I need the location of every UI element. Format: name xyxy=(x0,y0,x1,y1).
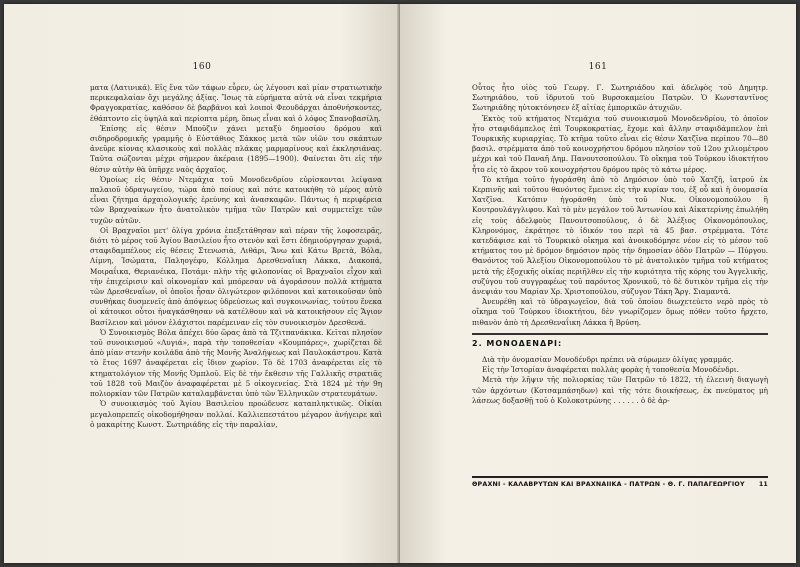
left-page-body xyxy=(90,83,382,430)
paragraph: Τὸ κτῆμα τοῦτο ἠγοράσθη ἀπὸ τὸ Δημόσιον ὑπὸ τοῦ Χατζῆ, ἰατροῦ ἐκ Κερπινῆς καὶ τοῦτου θανόντος ἔμεινε εἰς τὴν κυρίαν του, ἐξ οὗ καὶ ἡ ὀνομασία Χατζῖνα. Κατόπιν ἠγοράσθη ὑπὸ τοῦ Νικ. Οἰκονομοπούλου ἢ Κουτρουλάγγλιφου. Καὶ τὸ μὲν μεγάλον τοῦ Ἀντωνίου καὶ Αἰκατερίνης ἐπωλήθη εἰς τοὺς ἀδελφοὺς Πανουτσοπούλους, ὁ δὲ Ἀλέξιος Οἰκονομόπουλος, Κληρονόμος, ἐκράτησε τὸ ἰδικόν του περὶ τὰ 45 βασ. στρέμματα. Τότε κατεδάφισε καὶ τὸ Τουρκικὸ οἴκημα καὶ ἀνοικοδόμησε νέον εἰς τὸ μέσον τοῦ κτήματος του μὲ δρόμον δημόσιον πρὸς τὴν δημοσίαν ὁδὸν Πατρῶν — Πύργου. Θανόντος τοῦ Ἀλεξίου Οἰκονομοπούλου τὸ μὲ ἀνατολικὸν τμῆμα τοῦ κτήματος μετὰ τῆς ἐξοχικῆς οἰκίας περιῆλθεν εἰς τὴν κυριότητα τῆς κόρης του Ἀγγελικῆς, συζύγου τοῦ συγγραφέως τοῦ παρόντος Χρονικοῦ, τὸ δὲ δυτικὸν τμῆμα εἰς τὴν ἀνεψιάν του Μαρίαν Χρ. Χριστοπούλου, σύζυγον Τάκη Ἄργ. Σιαμαντᾶ. xyxy=(472,174,768,297)
left-page xyxy=(4,4,400,563)
running-footer xyxy=(472,481,768,488)
right-page-body xyxy=(472,83,768,406)
paragraph: Μετὰ τὴν λῆψιν τῆς πολιορκίας τῶν Πατρῶν τὸ 1822, τὴ ἑλεεινὴ διαγωγὴ τῶν ἀρχόντων (Κοτσαμπάσηδων) καὶ τῆς τότε διοικήσεως, ἐκ πνεύματος μὴ λάσεως δοξασθῇ τοῦ ὁ Κολοκοτρώνης . . . . . . ὁ δὲ ἀρ- xyxy=(472,375,768,405)
footer-title: ΘΡΑΧΝΙ - ΚΑΛΑΒΡΥΤΩΝ ΚΑΙ ΒΡΑΧΝΑΙΙΚΑ - ΠΑΤΡΩΝ - Θ. Γ. ΠΑΠΑΓΕΩΡΓΙΟΥ xyxy=(472,481,745,488)
footer-rule xyxy=(472,476,768,478)
paragraph: Οὗτος ἦτο υἱὸς τοῦ Γεωργ. Γ. Σωτηριάδου καὶ ἀδελφὸς τοῦ Δημητρ. Σωτηριάδου, τοῦ ἱδρυτοῦ τοῦ Βυρσοκαμείου Πατρῶν. Ὁ Κωνσταντῖνος Σωτηριάδης ηὐτοκτόνησεν ἐξ αἰτίας ἐμπορικῶν ἀτυχιῶν. xyxy=(472,83,768,113)
section-rule xyxy=(472,333,768,335)
section-title: 2. ΜΟΝΟΔΕΝΔΡΙ: xyxy=(472,338,563,348)
paragraph: Διὰ τὴν ὀνομασίαν Μονοδένδρι πρέπει νὰ σύρωμεν ὀλίγας γραμμάς. xyxy=(482,355,734,365)
paragraph: Ἀνευρέθη καὶ τὸ ὑδραγωγεῖον, διὰ τοῦ ὁποίου διωχετεύετο νερὸ πρὸς τὸ οἴκημα τοῦ Τούρκου ἰδιοκτήτου, δὲν γνωρίζομεν ὅμως πόθεν τοῦτο ἤρχετο, πιθανὸν ἀπὸ τὴ Δρεσθεναΐικη Λάκκα ἢ Βρύση. xyxy=(472,297,768,327)
book-spread xyxy=(4,4,796,563)
paragraph: ματα (Λατινικά). Εἰς ἕνα τῶν τάφων εὗρεν, ὡς λέγουσι καὶ μίαν στρατιωτικὴν περικεφαλαίαν ὄχι μεγάλης ἀξίας. Ἴσως τὰ εὑρήματα αὐτὰ νὰ εἶναι τεκμήρια Φραγγοκρατίας, καθόσον δὲ βαρβάνοι καὶ λοιποὶ Φεουδάρχαι ἀποθνήσκοντες, ἐθάπτοντο εἰς ὑψηλὰ καὶ περίοπτα μέρη, ὅπως εἶναι καὶ ὁ λόφος Σπανοβασίλη. xyxy=(90,83,382,123)
paragraph: Ὁ συνοικισμὸς τοῦ Ἁγίου Βασιλείου προώδευσε καταπληκτικῶς. Οἰκίαι μεγαλοπρεπεῖς οἰκοδομήθησαν πολλαί. Καλλιεπεστάτου μέγαρον ἀνήγειρε καὶ ὁ μακαρίτης Κωνστ. Σωτηριάδης εἰς τὴν παραλίαν, xyxy=(90,399,382,429)
paragraph: Ὁ Συνοικισμὸς Βόλα ἀπέχει δύο ὥρας ἀπὸ τὰ Τζιτπανάκικα. Κεῖται πλησίον τοῦ συνοικισμοῦ «Λυγιά», παρὰ τὴν τοποθεσίαν «Κουμπάρες», χωρίζεται δὲ ἀπὸ μίαν στενὴν κοιλάδα ἀπὸ τῆς Μονῆς Ἀναλήψεως καὶ Παυλοκάστρου. Κατὰ τὸ ἔτος 1697 ἀναφέρεται εἰς ἴδιον χωρίον. Τὸ δὲ 1703 ἀναφέρεται εἰς τὸ κτηματολόγιον τῆς Μονῆς Ὀμπλοῦ. Εἰς δὲ τὴν ἔκθεσιν τῆς Γαλλικῆς στρατιᾶς τοῦ 1828 τοῦ Μαιζὸν ἀναφαφέρεται μὲ 5 οἰκογενείας. Στὰ 1824 μὲ τὴν 9η πολιορκίαν τῶν Πατρῶν καταλαμβάνεται ὑπὸ τῶν Ἑλληνικῶν στρατευμάτων. xyxy=(90,327,382,399)
page-number-right: 161 xyxy=(588,62,608,72)
paragraph: Οἱ Βραχναῖοι μετ' ὀλίγα χρόνια ἐπεξετάθησαν καὶ πέραν τῆς λοφοσειρᾶς, διότι τὸ μέρος τοῦ Ἁγίου Βασιλείου ἦτο στενὸν καὶ ἔστι ἐδημιούργησαν χωριά, σταφιδαμπέλους εἰς θέσεις Στενωσιὰ, Λιθάρι, Ἄνω καὶ Κάτω Βρετὰ, Βόλα, Λίμνη, Ἰσώματα, Παληογέφυ, Κόλλημα Δρεσθεναΐικη Λάκκα, Διακοπά, Μοιραΐικα, Θεριανέικα, Ποτάμι· πλὴν τῆς φιλοπονίας οἱ Βραχναῖοι εἶχον καὶ τὴν ἐπιχείρισιν καὶ οἰκονομίαν καὶ μπόρεσαν νὰ ἀγοράσουν πολλὰ κτήματα τῶν Δρεσθεναΐων, οἱ ὁποῖοι ἦσαν ὀλιγώτερον φιλόπονοι καὶ κατοικοῦσαν ὑπὸ συνθήκας δυσμενεῖς ἀπὸ ἀπόψεως ὑδρεύσεως καὶ συγκοινωνίας, τούτου ἕνεκα οἱ κάτοικοι οὗτοι ἠναγκάσθησαν νὰ κατέλθουν καὶ νὰ κατοικήσουν εἰς Ἅγιον Βασίλειον καὶ μόνον ἐλάχιστοι παρέμειναν εἰς τὸν συνοικισμὸν Δρεσθενά. xyxy=(90,225,382,327)
page-number-left: 160 xyxy=(192,62,212,72)
paragraph: Ἐκτὸς τοῦ κτήματος Ντεμάχια τοῦ συνοικισμοῦ Μονοδενδρίου, τὸ ὁποῖον ἦτο σταφιδάμπελος ἐπὶ Τουρκοκρατίας, ἔχομε καὶ ἄλλην σταφιδάμπελον ἐπὶ Τουρκικῆς κυριαρχίας. Τὸ κτῆμα τοῦτο εἶναι εἰς θέσιν Χατζῖνα περίπου 70—80 βασιλ. στρέμματα ἀπὸ τοῦ κοινοχρήστου δρόμου πλησίον τοῦ 12ου χιλιομέτρου μέχρι καὶ τοῦ Παναῆ Δημ. Πανουτσοπούλου. Τὸ οἴκημα τοῦ Τούρκου ἰδιοκτήτου ἦτο εἰς τὸ ἄκρον τοῦ κοινοχρήστου δρόμου πρὸς τὸ κάτω μέρος. xyxy=(472,113,768,174)
paragraph: Ὁμοίως εἰς θέσιν Ντεμάχια τοῦ Μονοδενδρίου εὑρίσκονται λείψανα παλαιοῦ ὑδραγωγείου, τώρα ἀπὸ ποίους καὶ πότε κατοικήθη τὸ μέρος αὐτὸ εἶναι ζήτημα ἀρχαιολογικῆς ἐρεύνης καὶ ἀνασκαφῶν. Πάντως ἡ περιφέρεια τῶν Βραχναίκων ἦτο ἀνατολικὸν τμῆμα τῶν Πατρῶν καὶ συμμετεῖχε τῶν τυχῶν αὐτῶν. xyxy=(90,174,382,225)
footer-signature: 11 xyxy=(758,481,768,488)
right-page xyxy=(400,4,796,563)
paragraph: Ἐπίσης εἰς θέσιν Μποῦζιν χάνει μεταξὺ δημοσίου δρόμου καὶ σιδηροδρομικῆς γραμμῆς ὁ Εὐστάθιος Σάκκος μετὰ τῶν υἱῶν του σκάπτων ἀνεῦρε κίονας κλασικοὺς καὶ πολλὰς πλάκας μαρμαρίνους καὶ ἐκκλησιάνας. Ταῦτα σώζονται μέχρι σήμερον ἀκέραια (1895—1900). Φαίνεται ὅτι εἰς τὴν θέσιν αὐτὴν θὰ ὑπῆρχε ναὸς ἀρχαῖος. xyxy=(90,123,382,174)
paragraph: Εἰς τὴν Ἱστορίαν ἀναφέρεται πολλὰς φορὰς ἡ τοποθεσία Μονοδένδρι. xyxy=(482,365,739,375)
